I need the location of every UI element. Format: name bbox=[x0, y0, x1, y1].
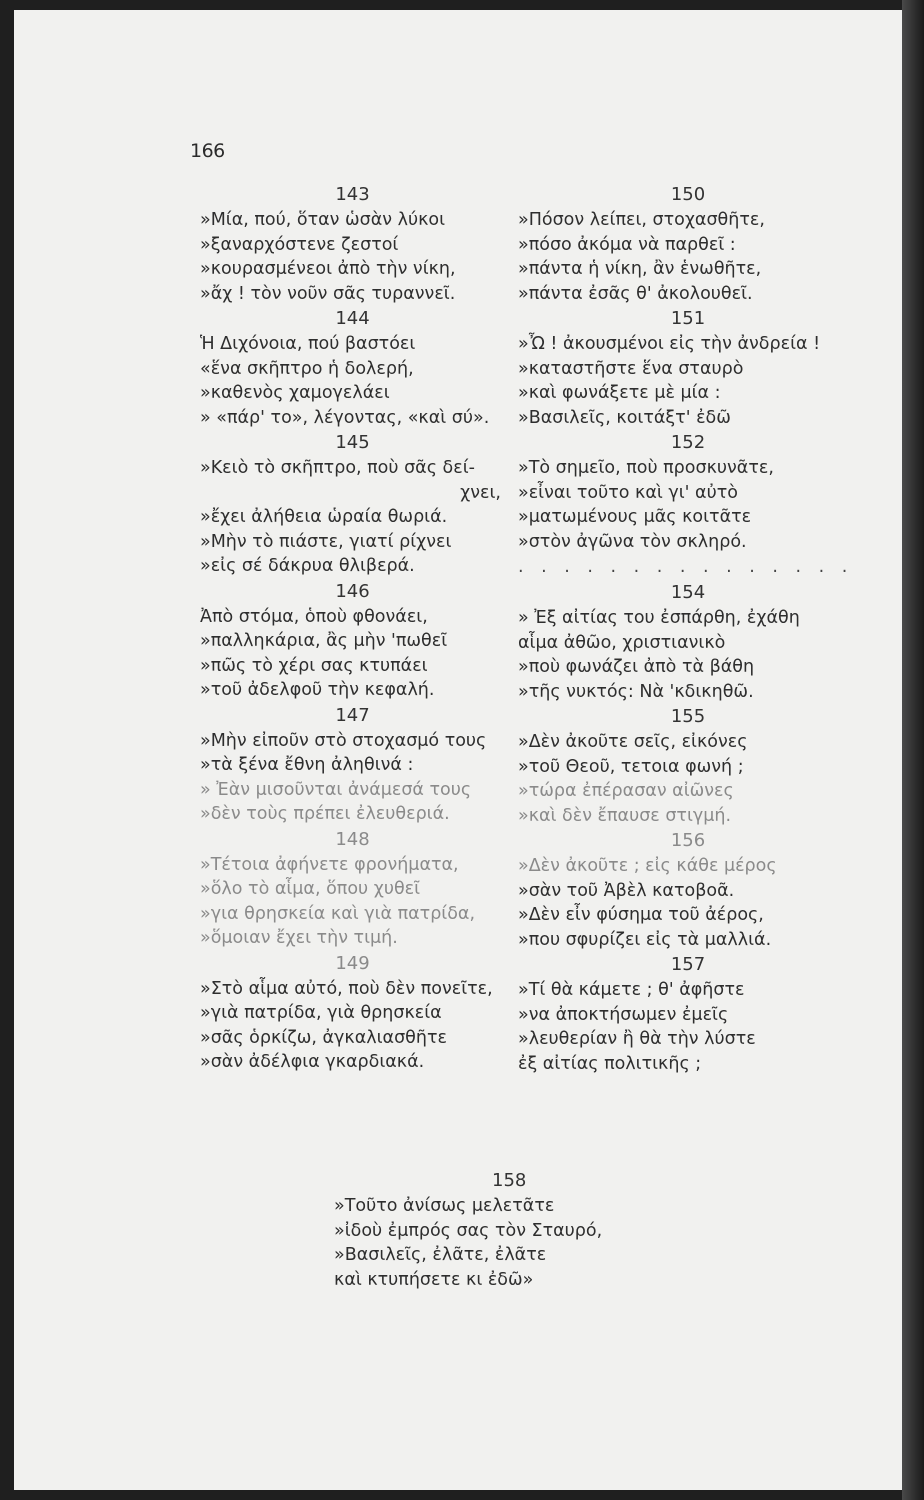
verse-line: Ἀπὸ στόμα, ὁποὺ φθονάει, bbox=[200, 606, 428, 627]
verse-line: »ποὺ φωνάζει ἀπὸ τὰ βάθη bbox=[518, 657, 755, 677]
verse-line: »καὶ δὲν ἔπαυσε στιγμή. bbox=[518, 805, 732, 826]
stanza-number: 143 bbox=[335, 184, 370, 205]
verse-line: »πάντα ἡ νίκη, ἂν ἑνωθῆτε, bbox=[518, 259, 762, 279]
stanza-146 bbox=[200, 579, 505, 703]
left-column bbox=[200, 182, 505, 1075]
stanza-number: 148 bbox=[335, 828, 370, 850]
verse-line: »Μὴν τὸ πιάστε, γιατί ρίχνει bbox=[200, 531, 452, 552]
right-column bbox=[518, 182, 858, 1076]
stanza-143 bbox=[200, 182, 505, 306]
stanza-number: 150 bbox=[670, 184, 706, 205]
verse-line: »καὶ φωνάξετε μὲ μία : bbox=[518, 383, 721, 403]
stanza-155 bbox=[518, 704, 858, 828]
verse-line: »πόσο ἀκόμα νὰ παρθεῖ : bbox=[518, 234, 736, 255]
verse-line: »τοῦ Θεοῦ, τετοια φωνή ; bbox=[518, 756, 744, 777]
verse-line: »ὅλο τὸ αἷμα, ὅπου χυθεῖ bbox=[200, 879, 421, 899]
ellipsis-dots: . . . . . . . . . . . . . . . bbox=[518, 557, 854, 577]
verse-line: »παλληκάρια, ἂς μὴν 'πωθεῖ bbox=[200, 631, 448, 651]
stanza-152 bbox=[518, 430, 858, 554]
scan-edge-shadow bbox=[902, 0, 924, 1500]
verse-line: »Δὲν ἀκοῦτε σεῖς, εἰκόνες bbox=[518, 732, 748, 752]
stanza-number: 145 bbox=[335, 432, 370, 453]
verse-line: »Βασιλεῖς, ἐλᾶτε, ἐλᾶτε bbox=[334, 1245, 547, 1265]
verse-line: »κουρασμένεοι ἀπὸ τὴν νίκη, bbox=[200, 259, 456, 279]
verse-line: »τώρα ἐπέρασαν αἰῶνες bbox=[518, 781, 734, 801]
verse-line: »εἰς σέ δάκρυα θλιβερά. bbox=[200, 556, 415, 576]
verse-line: »τῆς νυκτός: Νὰ 'κδικηθῶ. bbox=[518, 681, 754, 702]
verse-line: καὶ κτυπήσετε κι ἐδῶ» bbox=[334, 1269, 534, 1290]
verse-line: αἷμα ἀθῶο, χριστιανικὸ bbox=[518, 632, 726, 653]
verse-line: »για θρησκεία καὶ γιὰ πατρίδα, bbox=[200, 903, 476, 924]
verse-line: »Δὲν εἶν φύσημα τοῦ ἀέρος, bbox=[518, 905, 764, 925]
stanza-number: 146 bbox=[335, 580, 370, 602]
verse-line: »σᾶς ὁρκίζω, ἀγκαλιασθῆτε bbox=[200, 1027, 447, 1048]
verse-line: »εἶναι τοῦτο καὶ γι' αὐτὸ bbox=[518, 482, 738, 503]
verse-line: »λευθερίαν ἢ θὰ τὴν λύστε bbox=[518, 1029, 756, 1049]
verse-line: »ἰδοὺ ἐμπρός σας τὸν Σταυρό, bbox=[334, 1220, 603, 1241]
verse-line: »σὰν ἀδέλφια γκαρδιακά. bbox=[200, 1052, 425, 1072]
verse-line: »πῶς τὸ χέρι σας κτυπάει bbox=[200, 655, 428, 676]
stanza-154 bbox=[518, 580, 858, 704]
verse-line: »σὰν τοῦ Ἀβὲλ κατοβοᾶ. bbox=[518, 880, 735, 901]
verse-line: »Στὸ αἷμα αὐτό, ποὺ δὲν πονεῖτε, bbox=[200, 978, 493, 999]
stanza-148 bbox=[200, 827, 505, 951]
verse-line-continuation: χνει, bbox=[460, 482, 501, 503]
verse-line: »γιὰ πατρίδα, γιὰ θρησκεία bbox=[200, 1003, 442, 1023]
verse-line: »τοῦ ἀδελφοῦ τὴν κεφαλή. bbox=[200, 680, 435, 700]
verse-line: »Τὸ σημεῖο, ποὺ προσκυνᾶτε, bbox=[518, 458, 774, 478]
verse-line: »δὲν τοὺς πρέπει ἐλευθεριά. bbox=[200, 804, 450, 824]
verse-line: »ἄχ ! τὸν νοῦν σᾶς τυραννεῖ. bbox=[200, 283, 456, 304]
stanza-number: 156 bbox=[670, 830, 706, 851]
stanza-number: 147 bbox=[335, 704, 370, 726]
verse-line: »Πόσον λείπει, στοχασθῆτε, bbox=[518, 210, 765, 230]
verse-line: »που σφυρίζει εἰς τὰ μαλλιά. bbox=[518, 929, 772, 950]
verse-line: »τὰ ξένα ἔθνη ἀληθινά : bbox=[200, 755, 414, 775]
stanza-158 bbox=[334, 1168, 603, 1292]
stanza-number: 144 bbox=[335, 308, 370, 329]
verse-line: » «πάρ' το», λέγοντας, «καὶ σύ». bbox=[200, 407, 490, 428]
verse-line: »Τί θὰ κάμετε ; θ' ἀφῆστε bbox=[518, 980, 745, 1000]
stanza-number: 158 bbox=[492, 1170, 527, 1191]
stanza-157 bbox=[518, 952, 858, 1076]
verse-line: »Κειὸ τὸ σκῆπτρο, ποὺ σᾶς δεί- bbox=[200, 458, 475, 478]
stanza-number: 155 bbox=[670, 706, 706, 727]
stanza-number: 157 bbox=[670, 954, 706, 975]
verse-line: Ἡ Διχόνοια, πού βαστόει bbox=[200, 334, 416, 354]
stanza-number: 154 bbox=[670, 582, 706, 603]
stanza-147 bbox=[200, 703, 505, 827]
stanza-number: 152 bbox=[670, 432, 706, 453]
verse-line: »καταστῆστε ἕνα σταυρὸ bbox=[518, 358, 744, 379]
verse-line: »Τοῦτο ἀνίσως μελετᾶτε bbox=[334, 1196, 555, 1216]
page-number: 166 bbox=[190, 140, 225, 162]
verse-line: »Βασιλεῖς, κοιτάξτ' ἐδῶ bbox=[518, 407, 731, 428]
verse-line: »Μία, πού, ὅταν ὡσὰν λύκοι bbox=[200, 210, 446, 230]
stanza-number: 151 bbox=[670, 308, 706, 329]
stanza-144 bbox=[200, 306, 505, 430]
stanza-145 bbox=[200, 430, 505, 579]
verse-line: »ματωμένους μᾶς κοιτᾶτε bbox=[518, 507, 752, 527]
verse-line: »Μὴν εἰποῦν στὸ στοχασμό τους bbox=[200, 730, 487, 751]
verse-line: »ὅμοιαν ἔχει τὴν τιμή. bbox=[200, 928, 398, 948]
book-page bbox=[14, 10, 906, 1490]
stanza-156 bbox=[518, 828, 858, 952]
verse-line: »στὸν ἀγῶνα τὸν σκληρό. bbox=[518, 531, 747, 552]
verse-line: »Τέτοια ἀφήνετε φρονήματα, bbox=[200, 854, 459, 875]
verse-line: »ξαναρχόστενε ζεστοί bbox=[200, 234, 399, 255]
verse-line: »να ἀποκτήσωμεν ἐμεῖς bbox=[518, 1004, 729, 1025]
verse-line: »πάντα ἐσᾶς θ' ἀκολουθεῖ. bbox=[518, 283, 753, 304]
verse-line: ἐξ αἰτίας πολιτικῆς ; bbox=[518, 1053, 702, 1074]
verse-line: » Ἐὰν μισοῦνται ἀνάμεσά τους bbox=[200, 779, 472, 800]
verse-line: »ἔχει ἀλήθεια ὡραία θωριά. bbox=[200, 507, 448, 527]
verse-line: » Ἐξ αἰτίας του ἐσπάρθη, ἐχάθη bbox=[518, 608, 800, 628]
stanza-149 bbox=[200, 951, 505, 1075]
stanza-150 bbox=[518, 182, 858, 306]
stanza-number: 149 bbox=[335, 952, 370, 974]
verse-line: »Ὦ ! ἀκουσμένοι εἰς τὴν ἀνδρεία ! bbox=[518, 334, 821, 354]
verse-line: «ἕνα σκῆπτρο ἡ δολερή, bbox=[200, 358, 414, 379]
verse-line: »καθενὸς χαμογελάει bbox=[200, 383, 390, 403]
verse-line: »Δὲν ἀκοῦτε ; εἰς κάθε μέρος bbox=[518, 856, 777, 876]
stanza-151 bbox=[518, 306, 858, 430]
